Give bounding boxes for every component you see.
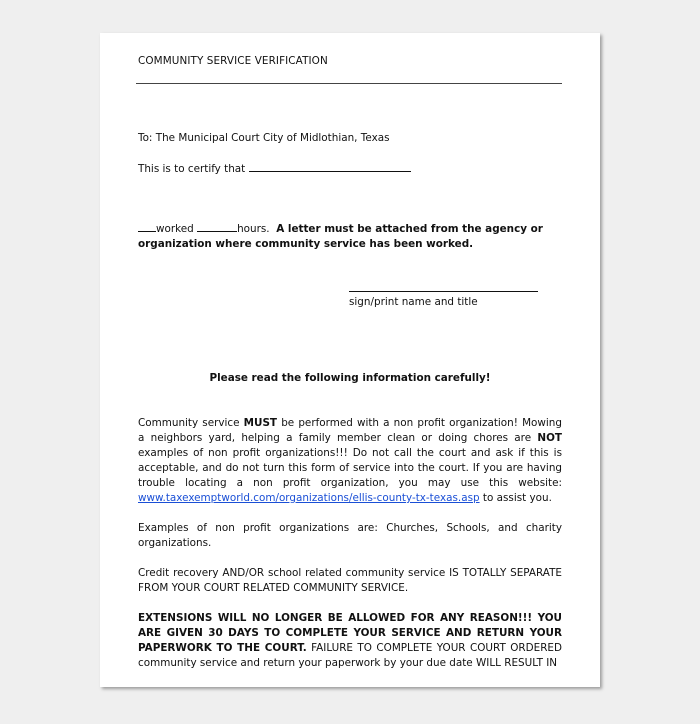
certify-text: This is to certify that — [138, 163, 246, 175]
certify-line — [138, 161, 562, 177]
para1-intro: Community service — [138, 417, 240, 429]
para1-part2: examples of non profit organizations!!! Do not call the court and ask if this is acceptable, and do not turn this form of service into the court. If you are having trouble locating a non profit organization, you may use this website: — [138, 447, 562, 489]
hours-label: hours. — [237, 223, 270, 235]
to-line: To: The Municipal Court City of Midlothian, Texas — [138, 132, 390, 144]
nonprofit-website-link[interactable]: www.taxexemptworld.com/organizations/ellis-county-tx-texas.asp — [138, 492, 480, 504]
paragraph-extensions — [138, 611, 562, 671]
signature-line — [349, 291, 538, 292]
worked-label: worked — [156, 223, 194, 235]
letter-notice: A letter must be attached from the agency or organization where community service has been worked. — [138, 223, 543, 250]
hours-line — [138, 221, 562, 252]
days-blank — [138, 221, 156, 232]
document-page — [100, 33, 600, 687]
header-title: COMMUNITY SERVICE VERIFICATION — [138, 55, 328, 67]
read-carefully-heading: Please read the following information carefully! — [209, 372, 491, 384]
para1-must: MUST — [243, 417, 278, 429]
header-divider — [136, 83, 562, 84]
paragraph-credit-recovery: Credit recovery AND/OR school related community service IS TOTALLY SEPARATE FROM YOUR COURT RELATED COMMUNITY SERVICE. — [138, 567, 562, 594]
paragraph-nonprofit — [138, 416, 562, 506]
para1-after-link: to assist you. — [482, 492, 552, 504]
signature-label: sign/print name and title — [349, 296, 478, 308]
paragraph-examples: Examples of non profit organizations are: Churches, Schools, and charity organizations. — [138, 522, 562, 549]
extensions-regular-text: FAILURE TO COMPLETE YOUR COURT ORDERED community service and return your paperwork by your due date WILL RESULT IN — [138, 642, 562, 669]
name-blank — [249, 161, 411, 172]
para1-not: NOT — [537, 432, 562, 444]
hours-blank — [197, 221, 237, 232]
para1-part1: be performed with a non profit organization! Mowing a neighbors yard, helping a family member clean or doing chores are — [138, 417, 562, 444]
extensions-bold-text: EXTENSIONS WILL NO LONGER BE ALLOWED FOR ANY REASON!!! YOU ARE GIVEN 30 DAYS TO COMPLETE YOUR SERVICE AND RETURN YOUR PAPERWORK TO THE COURT. — [138, 612, 562, 654]
